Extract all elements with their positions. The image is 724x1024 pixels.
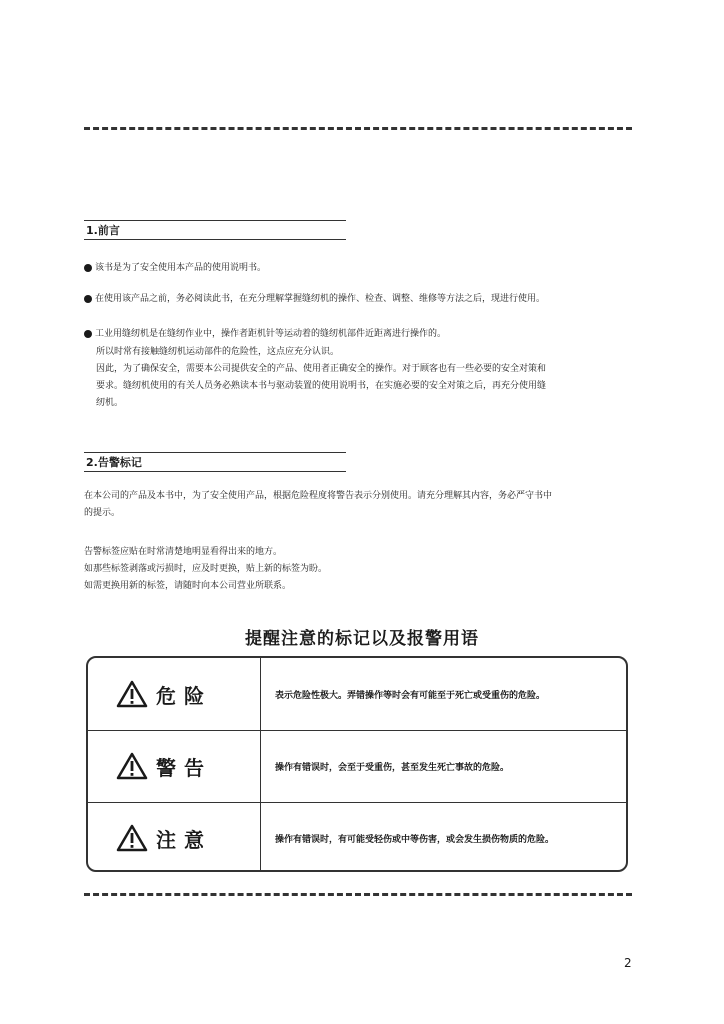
note-line: 告警标签应贴在时常清楚地明显看得出来的地方。: [84, 547, 283, 557]
warning-table: [86, 656, 628, 872]
section-heading-preface: 1.前言: [84, 220, 346, 240]
table-title: 提醒注意的标记以及报警用语: [245, 629, 479, 649]
note-line: 如那些标签剥落或污损时，应及时更换，贴上新的标签为盼。: [84, 564, 328, 574]
bottom-dashed-divider: [84, 893, 632, 896]
preface-continuation: [84, 344, 656, 412]
bullet-dot: [84, 264, 92, 272]
continuation-line: 所以时常有接触缝纫机运动部件的危险性，这点应充分认识。: [96, 347, 340, 357]
warning-triangle-icon: [116, 680, 148, 708]
intro-line: 的提示。: [84, 508, 121, 518]
warning-term: 注意: [156, 827, 212, 852]
warning-triangle-icon: [116, 824, 148, 852]
continuation-line: 要求。缝纫机使用的有关人员务必熟读本书与驱动装置的使用说明书，在实施必要的安全对策之后，再充分使用缝: [96, 381, 547, 391]
warning-row-caution: [88, 802, 626, 872]
continuation-line: 纫机。: [96, 398, 124, 408]
note-line: 如需更换用新的标签，请随时向本公司营业所联系。: [84, 581, 292, 591]
bullet-dot: [84, 330, 92, 338]
warning-term: 警告: [156, 755, 212, 780]
warning-description: 操作有错误时，有可能受轻伤或中等伤害，或会发生损伤物质的危险。: [275, 834, 555, 845]
section-heading-warning-labels: 2.告警标记: [84, 452, 346, 472]
warning-intro: [84, 488, 644, 522]
warning-notes: [84, 544, 644, 595]
preface-bullet-1-text: 该书是为了安全使用本产品的使用说明书。: [95, 263, 267, 273]
warning-description: 表示危险性极大。弄错操作等时会有可能至于死亡或受重伤的危险。: [275, 690, 546, 701]
preface-bullet-2-text: 在使用该产品之前，务必阅读此书，在充分理解掌握缝纫机的操作、检查、调整、维修等方法之后，现进行使用。: [95, 294, 546, 304]
warning-row-danger: [88, 658, 626, 730]
warning-triangle-icon: [116, 752, 148, 780]
warning-row-left: [88, 658, 261, 730]
warning-term: 危险: [156, 683, 212, 708]
warning-row-left: [88, 802, 261, 872]
page-number: 2: [624, 956, 632, 970]
bullet-dot: [84, 295, 92, 303]
intro-line: 在本公司的产品及本书中，为了安全使用产品，根据危险程度将警告表示分别使用。请充分理解其内容，务必严守书中: [84, 491, 553, 501]
warning-row-warning: [88, 730, 626, 802]
preface-bullet-3-text: 工业用缝纫机是在缝纫作业中，操作者距机针等运动着的缝纫机部件近距离进行操作的。: [95, 329, 447, 339]
preface-bullet-2: [84, 291, 644, 308]
preface-bullet-1: [84, 260, 644, 277]
preface-bullet-3: [84, 326, 644, 343]
warning-row-left: [88, 730, 261, 802]
top-dashed-divider: [84, 127, 632, 130]
continuation-line: 因此，为了确保安全，需要本公司提供安全的产品、使用者正确安全的操作。对于顾客也有一些必要的安全对策和: [96, 364, 547, 374]
warning-description: 操作有错误时，会至于受重伤，甚至发生死亡事故的危险。: [275, 762, 510, 773]
